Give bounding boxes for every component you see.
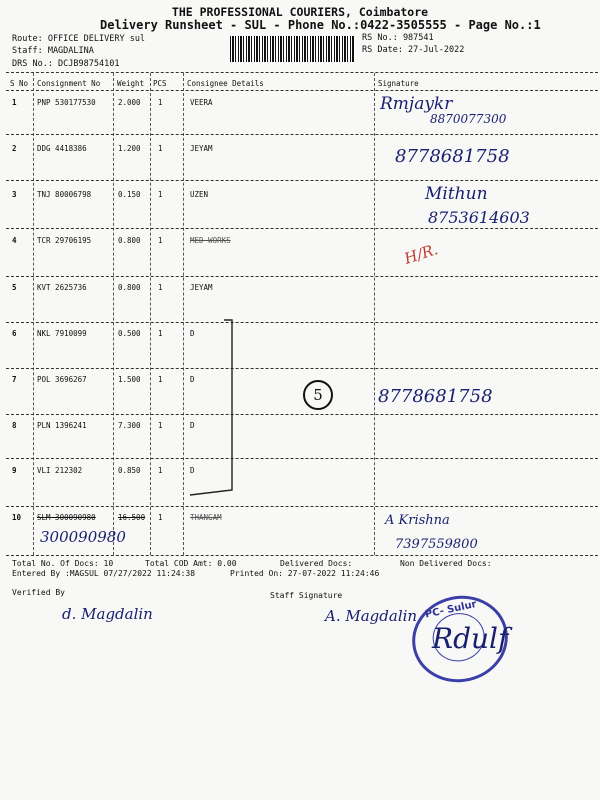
row-sno: 2 xyxy=(12,144,17,153)
col-divider xyxy=(374,73,375,555)
handwritten-phone-row10: 7397559800 xyxy=(395,537,478,552)
row-divider xyxy=(6,458,598,459)
row-sno: 1 xyxy=(12,98,17,107)
row-consignee: UZEN xyxy=(190,190,209,199)
row-consignment: PLN 1396241 xyxy=(37,421,87,430)
non-delivered-docs: Non Delivered Docs: xyxy=(400,559,492,568)
col-consignment: Consignment No xyxy=(37,79,101,88)
row-consignment: TCR 29706195 xyxy=(37,236,92,245)
row-weight: 0.800 xyxy=(118,283,141,292)
row-pcs: 1 xyxy=(158,98,163,107)
staff-signature: A. Magdalin xyxy=(325,607,418,625)
row-weight: 1.200 xyxy=(118,144,141,153)
delivered-docs: Delivered Docs: xyxy=(280,559,353,568)
row-sno: 6 xyxy=(12,329,17,338)
signature-row1: Rmjaykr xyxy=(380,94,453,114)
row-consignee: THANGAM xyxy=(190,513,222,522)
barcode-image xyxy=(230,36,355,62)
col-divider xyxy=(150,73,151,555)
col-consignee: Consignee Details xyxy=(187,79,264,88)
row-consignee: D xyxy=(190,421,195,430)
row-pcs: 1 xyxy=(158,466,163,475)
handwritten-phone-row3: 8753614603 xyxy=(428,208,530,227)
bracket-mark xyxy=(188,290,238,500)
stamp-signature: Rdulf xyxy=(432,622,509,655)
row-divider xyxy=(6,180,598,181)
row-divider xyxy=(6,506,598,507)
row-weight: 16.500 xyxy=(118,513,146,522)
row-divider xyxy=(6,276,598,277)
row-weight: 0.500 xyxy=(118,329,141,338)
row-consignment: SLM 300090980 xyxy=(37,513,96,522)
entered-by: Entered By :MAGSUL 07/27/2022 11:24:38 xyxy=(12,569,196,578)
row-sno: 7 xyxy=(12,375,17,384)
handwritten-phone-row1: 8870077300 xyxy=(430,112,507,126)
row-divider xyxy=(6,228,598,229)
col-weight: Weight xyxy=(117,79,145,88)
row-pcs: 1 xyxy=(158,236,163,245)
staff-signature-label: Staff Signature xyxy=(270,591,343,600)
verified-by-label: Verified By xyxy=(12,588,65,597)
col-signature: Signature xyxy=(378,79,419,88)
total-docs: Total No. Of Docs: 10 xyxy=(12,559,114,568)
row-weight: 7.300 xyxy=(118,421,141,430)
row-weight: 0.850 xyxy=(118,466,141,475)
row-sno: 10 xyxy=(12,513,22,522)
row-consignee: JEYAM xyxy=(190,283,213,292)
row-consignee: D xyxy=(190,375,195,384)
row-pcs: 1 xyxy=(158,329,163,338)
hr-mark: H/R. xyxy=(402,240,441,268)
header-bottom-divider xyxy=(6,90,598,91)
total-cod: Total COD Amt: 0.00 xyxy=(145,559,237,568)
col-divider xyxy=(113,73,114,555)
row-sno: 9 xyxy=(12,466,17,475)
row-consignee: D xyxy=(190,466,195,475)
row-pcs: 1 xyxy=(158,375,163,384)
document-subtitle: Delivery Runsheet - SUL - Phone No.:0422-3505555 - Page No.:1 xyxy=(100,18,541,32)
handwritten-phone-row7: 8778681758 xyxy=(378,386,493,407)
row-consignment: NKL 7910099 xyxy=(37,329,87,338)
col-sno: S No xyxy=(10,79,29,88)
document-title: THE PROFESSIONAL COURIERS, Coimbatore xyxy=(171,5,429,19)
row-sno: 5 xyxy=(12,283,17,292)
row-consignment: DDG 4418386 xyxy=(37,144,87,153)
row-sno: 3 xyxy=(12,190,17,199)
row-divider xyxy=(6,414,598,415)
handwritten-consignment-row10: 300090980 xyxy=(40,528,126,546)
row-divider xyxy=(6,134,598,135)
verified-signature: d. Magdalin xyxy=(62,605,153,623)
row-consignee: VEERA xyxy=(190,98,213,107)
row-weight: 1.500 xyxy=(118,375,141,384)
drs-number: DRS No.: DCJB98754101 xyxy=(12,59,120,69)
row-weight: 2.000 xyxy=(118,98,141,107)
row-consignee: D xyxy=(190,329,195,338)
rs-number: RS No.: 987541 xyxy=(362,33,434,43)
row-pcs: 1 xyxy=(158,190,163,199)
col-divider xyxy=(33,73,34,555)
row-pcs: 1 xyxy=(158,283,163,292)
row-consignment: POL 3696267 xyxy=(37,375,87,384)
row-pcs: 1 xyxy=(158,421,163,430)
handwritten-phone-row2: 8778681758 xyxy=(395,146,510,167)
row-consignee: MED WORKS xyxy=(190,236,231,245)
row-sno: 8 xyxy=(12,421,17,430)
circled-number: 5 xyxy=(303,380,333,410)
row-consignment: TNJ 80006798 xyxy=(37,190,92,199)
signature-row10: A Krishna xyxy=(385,513,450,528)
row-consignment: KVT 2625736 xyxy=(37,283,87,292)
row-consignee: JEYAM xyxy=(190,144,213,153)
row-weight: 0.800 xyxy=(118,236,141,245)
rs-date: RS Date: 27-Jul-2022 xyxy=(362,45,465,55)
printed-on: Printed On: 27-07-2022 11:24:46 xyxy=(230,569,380,578)
row-divider xyxy=(6,368,598,369)
row-divider xyxy=(6,322,598,323)
row-sno: 4 xyxy=(12,236,17,245)
staff-label: Staff: MAGDALINA xyxy=(12,46,94,56)
stamp-text: PC- Sulur xyxy=(424,598,478,621)
row-consignment: VLI 212302 xyxy=(37,466,83,475)
table-top-divider xyxy=(6,72,598,73)
row-weight: 0.150 xyxy=(118,190,141,199)
signature-row3: Mithun xyxy=(425,184,488,204)
col-divider xyxy=(183,73,184,555)
col-pcs: PCS xyxy=(153,79,167,88)
row-consignment: PNP 530177530 xyxy=(37,98,96,107)
row-pcs: 1 xyxy=(158,144,163,153)
row-pcs: 1 xyxy=(158,513,163,522)
route-label: Route: OFFICE DELIVERY sul xyxy=(12,34,146,44)
table-bottom-divider xyxy=(6,555,598,556)
